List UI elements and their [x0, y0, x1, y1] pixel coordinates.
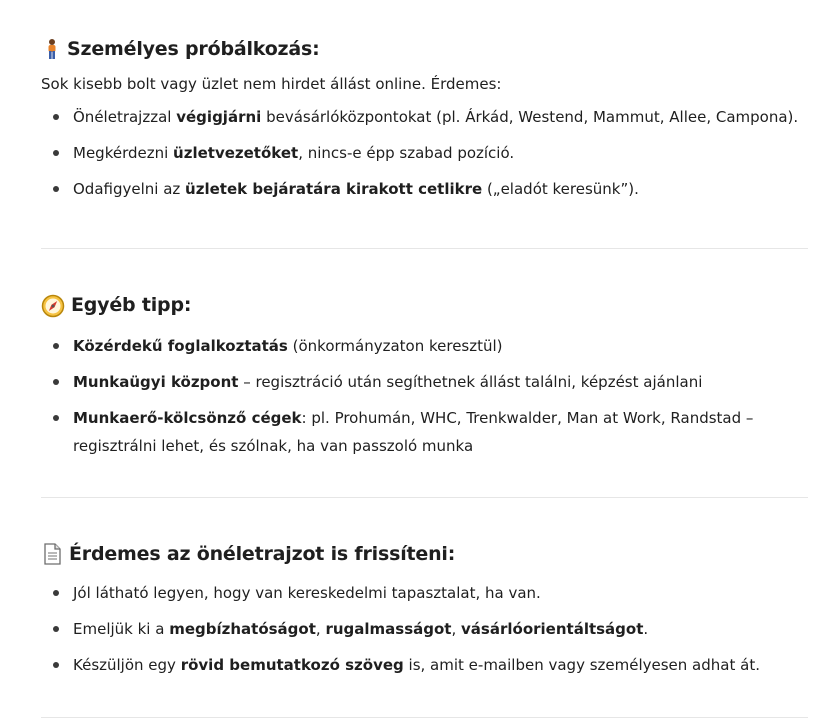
list-item: Munkaerő-kölcsönző cégek: pl. Prohumán, WHC, Trenkwalder, Man at Work, Randstad – regisztrálni lehet, és szólnak, ha van passzoló munka — [41, 404, 808, 460]
section-title-text: Érdemes az önéletrajzot is frissíteni: — [69, 543, 456, 565]
section-intro: Sok kisebb bolt vagy üzlet nem hirdet állást online. Érdemes: — [41, 75, 502, 93]
list-item: Közérdekű foglalkoztatás (önkormányzaton keresztül) — [41, 332, 808, 360]
bullet-dot — [53, 662, 59, 668]
bullet-dot — [53, 150, 59, 156]
list-item: Odafigyelni az üzletek bejáratára kirakott cetlikre („eladót keresünk”). — [41, 175, 808, 203]
section-divider — [41, 717, 808, 718]
bullet-list — [41, 332, 808, 460]
bullet-list — [41, 103, 808, 203]
list-item: Munkaügyi központ – regisztráció után segíthetnek állást találni, képzést ajánlani — [41, 368, 808, 396]
bullet-dot — [53, 415, 59, 421]
bullet-dot — [53, 590, 59, 596]
section-cv-update — [41, 543, 808, 679]
section-title — [41, 294, 808, 316]
bullet-dot — [53, 626, 59, 632]
compass-icon — [41, 294, 63, 316]
document-icon — [41, 543, 63, 565]
list-item: Megkérdezni üzletvezetőket, nincs-e épp szabad pozíció. — [41, 139, 808, 167]
section-personal-attempt — [41, 38, 808, 203]
bullet-dot — [53, 379, 59, 385]
list-item: Önéletrajzzal végigjárni bevásárlóközpontokat (pl. Árkád, Westend, Mammut, Allee, Campona). — [41, 103, 808, 131]
list-item: Jól látható legyen, hogy van kereskedelmi tapasztalat, ha van. — [41, 579, 808, 607]
bullet-dot — [53, 186, 59, 192]
person-standing-icon — [41, 38, 63, 60]
section-title-text: Személyes próbálkozás: — [67, 38, 320, 60]
bullet-dot — [53, 343, 59, 349]
list-item: Emeljük ki a megbízhatóságot, rugalmasságot, vásárlóorientáltságot. — [41, 615, 808, 643]
section-divider — [41, 497, 808, 498]
bullet-list — [41, 579, 808, 679]
section-title — [41, 543, 808, 565]
bullet-dot — [53, 114, 59, 120]
section-other-tip — [41, 294, 808, 460]
section-divider — [41, 248, 808, 249]
list-item: Készüljön egy rövid bemutatkozó szöveg is, amit e-mailben vagy személyesen adhat át. — [41, 651, 808, 679]
section-title-text: Egyéb tipp: — [71, 294, 192, 316]
section-title — [41, 38, 808, 60]
